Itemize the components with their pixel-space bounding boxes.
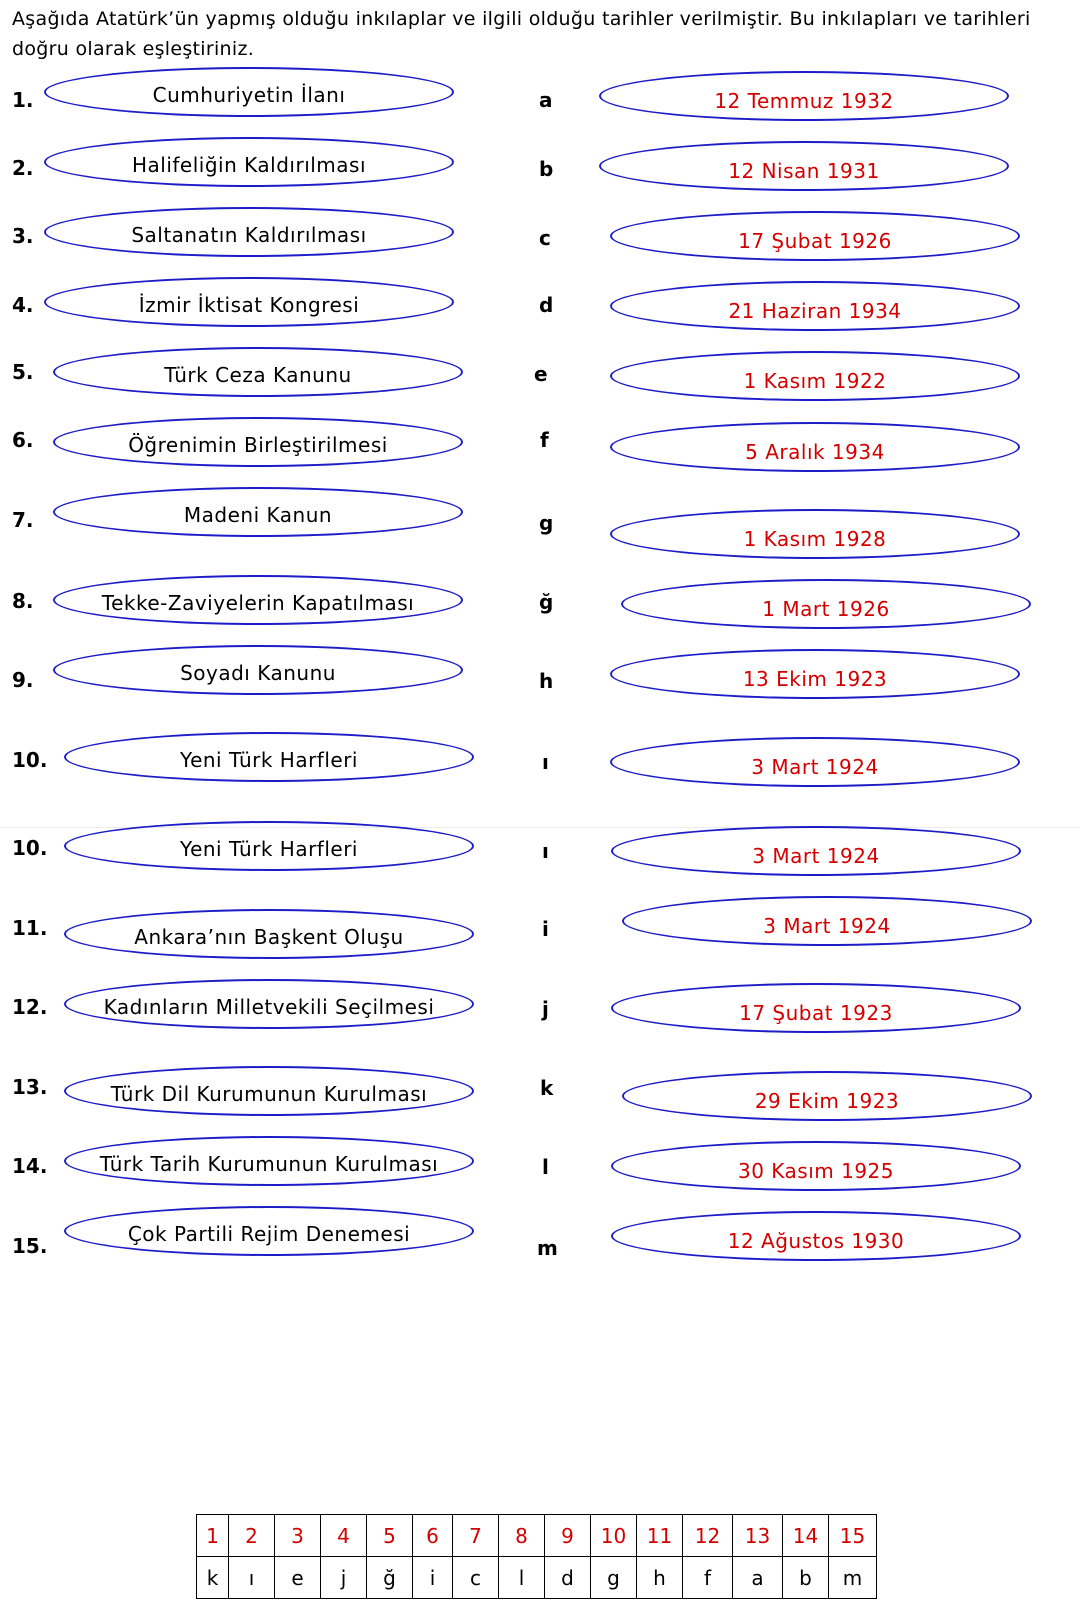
answer-key-number: 10 — [591, 1515, 637, 1557]
reform-label: İzmir İktisat Kongresi — [138, 293, 360, 317]
date-letter: m — [537, 1236, 558, 1260]
answer-key-number: 7 — [453, 1515, 499, 1557]
reform-label: Soyadı Kanunu — [180, 661, 336, 685]
item-number: 3. — [12, 224, 34, 248]
date-oval[interactable] — [611, 983, 1021, 1033]
date-letter: g — [539, 511, 554, 535]
date-oval[interactable] — [610, 211, 1020, 261]
date-oval[interactable] — [611, 826, 1021, 876]
reform-oval[interactable] — [53, 417, 463, 467]
answer-key-number: 15 — [829, 1515, 877, 1557]
date-letter: ı — [542, 839, 549, 863]
answer-key-letter: e — [275, 1557, 321, 1599]
answer-key-letter: f — [683, 1557, 733, 1599]
item-number: 14. — [12, 1154, 48, 1178]
reform-label: Kadınların Milletvekili Seçilmesi — [103, 995, 435, 1019]
reform-label: Saltanatın Kaldırılması — [131, 223, 367, 247]
reform-label: Yeni Türk Harfleri — [180, 837, 358, 861]
date-letter: b — [539, 157, 554, 181]
reform-label: Türk Ceza Kanunu — [164, 363, 352, 387]
date-label: 12 Temmuz 1932 — [714, 89, 894, 113]
date-oval[interactable] — [610, 422, 1020, 472]
item-number: 5. — [12, 360, 34, 384]
date-oval[interactable] — [610, 649, 1020, 699]
answer-key-letter: g — [591, 1557, 637, 1599]
date-label: 21 Haziran 1934 — [728, 299, 902, 323]
reform-label: Çok Partili Rejim Denemesi — [127, 1222, 411, 1246]
reform-oval[interactable] — [44, 67, 454, 117]
reform-oval[interactable] — [44, 137, 454, 187]
answer-key-number: 6 — [413, 1515, 453, 1557]
answer-key-table — [196, 1514, 877, 1599]
answer-key-letter: b — [783, 1557, 829, 1599]
reform-oval[interactable] — [64, 732, 474, 782]
answer-key-number: 5 — [367, 1515, 413, 1557]
date-letter: ğ — [539, 590, 554, 614]
date-letter: j — [542, 997, 549, 1021]
date-label: 3 Mart 1924 — [751, 755, 879, 779]
date-oval[interactable] — [599, 71, 1009, 121]
reform-label: Madeni Kanun — [183, 503, 333, 527]
reform-oval[interactable] — [64, 1136, 474, 1186]
answer-key-letter: a — [733, 1557, 783, 1599]
date-letter: d — [539, 293, 554, 317]
reform-label: Halifeliğin Kaldırılması — [131, 153, 367, 177]
item-number: 6. — [12, 428, 34, 452]
reform-oval[interactable] — [64, 909, 474, 959]
reform-label: Yeni Türk Harfleri — [180, 748, 358, 772]
item-number: 9. — [12, 668, 34, 692]
item-number: 7. — [12, 508, 34, 532]
item-number: 1. — [12, 88, 34, 112]
date-letter: ı — [542, 750, 549, 774]
item-number: 2. — [12, 156, 34, 180]
date-label: 13 Ekim 1923 — [742, 667, 888, 691]
date-letter: f — [540, 428, 549, 452]
date-letter: c — [539, 226, 551, 250]
date-label: 17 Şubat 1923 — [739, 1001, 893, 1025]
date-label: 29 Ekim 1923 — [754, 1089, 900, 1113]
answer-key-letter: j — [321, 1557, 367, 1599]
reform-oval[interactable] — [53, 487, 463, 537]
answer-key-letter: i — [413, 1557, 453, 1599]
date-oval[interactable] — [611, 1141, 1021, 1191]
date-label: 30 Kasım 1925 — [737, 1159, 895, 1183]
date-label: 1 Kasım 1928 — [743, 527, 887, 551]
answer-key-letter: l — [499, 1557, 545, 1599]
date-letter: e — [534, 362, 548, 386]
answer-key-letter: d — [545, 1557, 591, 1599]
answer-key-letters-row — [197, 1557, 877, 1599]
date-oval[interactable] — [610, 509, 1020, 559]
reform-oval[interactable] — [44, 207, 454, 257]
date-oval[interactable] — [611, 1211, 1021, 1261]
reform-oval[interactable] — [53, 645, 463, 695]
answer-key-letter: k — [197, 1557, 229, 1599]
answer-key-letter: ğ — [367, 1557, 413, 1599]
date-letter: k — [540, 1076, 554, 1100]
answer-key-number: 2 — [229, 1515, 275, 1557]
reform-label: Türk Tarih Kurumunun Kurulması — [99, 1152, 439, 1176]
reform-label: Cumhuriyetin İlanı — [152, 83, 346, 107]
date-oval[interactable] — [599, 141, 1009, 191]
date-label: 1 Kasım 1922 — [743, 369, 887, 393]
reform-label: Türk Dil Kurumunun Kurulması — [110, 1082, 428, 1106]
answer-key-letter: c — [453, 1557, 499, 1599]
item-number: 4. — [12, 293, 34, 317]
instruction-text: Aşağıda Atatürk’ün yapmış olduğu inkılaplar ve ilgili olduğu tarihler verilmiştir. Bu inkılapları ve tarihleri doğru olarak eşleştiriniz. — [12, 8, 1031, 60]
item-number: 15. — [12, 1234, 48, 1258]
date-oval[interactable] — [622, 1071, 1032, 1121]
answer-key-number: 12 — [683, 1515, 733, 1557]
reform-oval[interactable] — [44, 277, 454, 327]
answer-key-number: 8 — [499, 1515, 545, 1557]
answer-key-number: 4 — [321, 1515, 367, 1557]
item-number: 10. — [12, 836, 48, 860]
item-number: 10. — [12, 748, 48, 772]
reform-oval[interactable] — [64, 979, 474, 1029]
date-letter: a — [539, 88, 553, 112]
reform-label: Öğrenimin Birleştirilmesi — [128, 433, 388, 457]
answer-key-number: 1 — [197, 1515, 229, 1557]
date-letter: i — [542, 917, 549, 941]
item-number: 8. — [12, 589, 34, 613]
date-letter: h — [539, 669, 554, 693]
item-number: 12. — [12, 995, 48, 1019]
answer-key-letter: h — [637, 1557, 683, 1599]
answer-key-numbers-row — [197, 1515, 877, 1557]
answer-key-number: 9 — [545, 1515, 591, 1557]
date-oval[interactable] — [621, 579, 1031, 629]
reform-label: Ankara’nın Başkent Oluşu — [134, 925, 404, 949]
answer-key-number: 14 — [783, 1515, 829, 1557]
item-number: 11. — [12, 916, 48, 940]
answer-key-number: 13 — [733, 1515, 783, 1557]
reform-oval[interactable] — [53, 347, 463, 397]
date-label: 5 Aralık 1934 — [745, 440, 885, 464]
date-oval[interactable] — [610, 737, 1020, 787]
answer-key-letter: m — [829, 1557, 877, 1599]
date-oval[interactable] — [622, 896, 1032, 946]
date-label: 3 Mart 1924 — [752, 844, 880, 868]
date-letter: l — [542, 1155, 549, 1179]
date-oval[interactable] — [610, 351, 1020, 401]
item-number: 13. — [12, 1075, 48, 1099]
answer-key-number: 11 — [637, 1515, 683, 1557]
reform-oval[interactable] — [64, 1206, 474, 1256]
date-label: 12 Nisan 1931 — [728, 159, 880, 183]
reform-label: Tekke-Zaviyelerin Kapatılması — [101, 591, 415, 615]
date-label: 3 Mart 1924 — [763, 914, 891, 938]
reform-oval[interactable] — [64, 1066, 474, 1116]
date-oval[interactable] — [610, 281, 1020, 331]
reform-oval[interactable] — [64, 821, 474, 871]
date-label: 1 Mart 1926 — [762, 597, 890, 621]
date-label: 12 Ağustos 1930 — [727, 1229, 905, 1253]
date-label: 17 Şubat 1926 — [738, 229, 892, 253]
answer-key-letter: ı — [229, 1557, 275, 1599]
reform-oval[interactable] — [53, 575, 463, 625]
answer-key-number: 3 — [275, 1515, 321, 1557]
